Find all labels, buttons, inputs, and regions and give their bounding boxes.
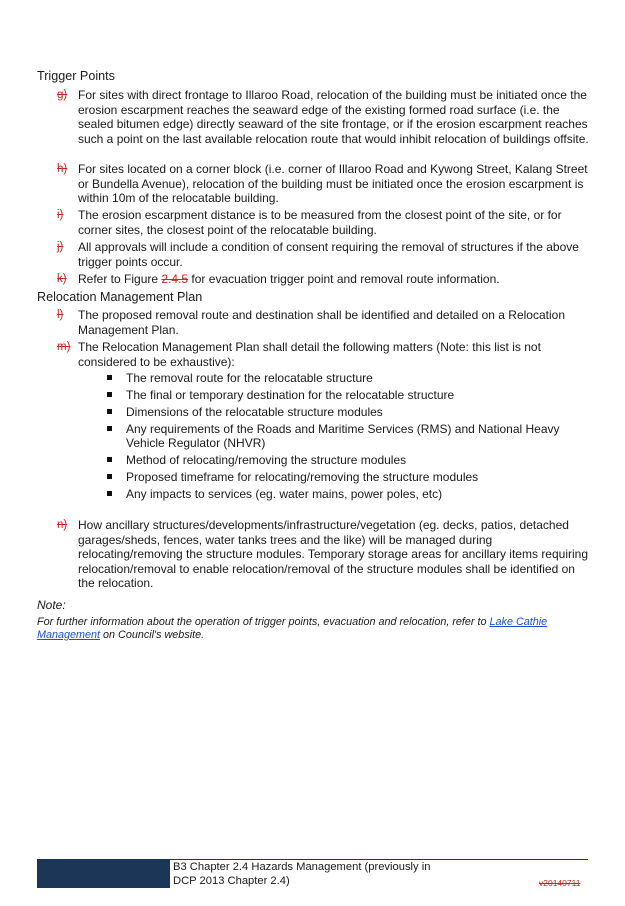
bullet-text: Any requirements of the Roads and Maritime Services (RMS) and National Heavy Vehicle Regulator (NHVR) xyxy=(126,421,560,451)
bullet-item xyxy=(106,470,576,485)
bullet-item xyxy=(106,422,576,451)
footer-color-block xyxy=(37,859,170,888)
figure-word: Figure xyxy=(124,272,162,286)
list-item-l xyxy=(57,308,593,337)
bullet-square-icon xyxy=(107,491,112,496)
figure-number: 2.4.5 xyxy=(161,272,189,286)
item-text: The proposed removal route and destination shall be identified and detailed on a Relocation Management Plan. xyxy=(78,308,565,337)
footer-version: v20140711 xyxy=(539,878,581,888)
item-text: The erosion escarpment distance is to be measured from the closest point of the site, or for corner sites, the closest point of the relocatable building. xyxy=(78,208,562,237)
item-marker: k) xyxy=(57,273,67,285)
item-marker: l) xyxy=(57,309,64,321)
bullet-text: Dimensions of the relocatable structure modules xyxy=(126,404,383,419)
note-text-after: on Council's website. xyxy=(100,629,205,641)
item-text xyxy=(78,272,593,287)
item-marker: j) xyxy=(57,241,64,253)
list-item-k xyxy=(57,272,593,287)
item-marker: n) xyxy=(57,519,68,531)
footer-line-2: DCP 2013 Chapter 2.4) xyxy=(173,875,290,887)
bullet-item xyxy=(106,453,576,468)
bullet-square-icon xyxy=(107,409,112,414)
trigger-points-heading: Trigger Points xyxy=(37,69,115,83)
list-item-m xyxy=(57,340,593,369)
list-item-i xyxy=(57,208,593,237)
figure-reference[interactable] xyxy=(124,272,188,286)
item-marker: i) xyxy=(57,209,64,221)
bullet-item xyxy=(106,388,576,403)
lake-cathie-management-link[interactable]: Lake Cathie Management xyxy=(37,616,548,641)
bullet-text: The final or temporary destination for the relocatable structure xyxy=(126,387,455,402)
bullet-square-icon xyxy=(107,392,112,397)
list-item-g xyxy=(57,88,593,146)
bullet-square-icon xyxy=(107,457,112,462)
bullet-text: The removal route for the relocatable structure xyxy=(126,371,373,385)
item-text: All approvals will include a condition of consent requiring the removal of structures if the above trigger points occur. xyxy=(78,240,579,269)
item-marker: h) xyxy=(57,163,68,175)
relocation-matters-list xyxy=(106,371,576,504)
item-text: How ancillary structures/developments/infrastructure/vegetation (eg. decks, patios, detached garages/sheds, fences, water tanks trees and the like) will be managed during relocating/removing the structure modules. Temporary storage areas for ancillary items requiring relocation/removal to enable relocation/removal of the structure modules shall be identified on the relocation. xyxy=(78,518,589,591)
bullet-square-icon xyxy=(107,474,112,479)
bullet-text: Proposed timeframe for relocating/removing the structure modules xyxy=(126,470,479,485)
item-marker: g) xyxy=(57,89,68,101)
note-body xyxy=(37,616,597,642)
relocation-plan-heading: Relocation Management Plan xyxy=(37,290,203,304)
note-title: Note: xyxy=(37,598,66,612)
text-before-figure: Refer to xyxy=(78,272,125,286)
bullet-item xyxy=(106,371,576,386)
bullet-item xyxy=(106,487,576,502)
bullet-square-icon xyxy=(107,426,112,431)
footer-chapter-title xyxy=(173,860,473,888)
list-item-j xyxy=(57,240,593,269)
list-item-h xyxy=(57,162,593,206)
bullet-item xyxy=(106,405,576,420)
bullet-square-icon xyxy=(107,375,112,380)
item-text: For sites located on a corner block (i.e. corner of Illaroo Road and Kywong Street, Kalang Street or Bundella Avenue), relocation of the building must be initiated once the erosion escarpment is within 10m of the relocatable building. xyxy=(78,162,588,206)
text-after-figure: for evacuation trigger point and removal route information. xyxy=(188,272,500,286)
item-marker: m) xyxy=(57,341,71,353)
item-text: The Relocation Management Plan shall detail the following matters (Note: this list is not considered to be exhaustive): xyxy=(78,340,541,369)
bullet-text: Any impacts to services (eg. water mains, power poles, etc) xyxy=(126,486,443,501)
note-text-before: For further information about the operation of trigger points, evacuation and relocation, refer to xyxy=(37,616,490,628)
bullet-text: Method of relocating/removing the structure modules xyxy=(126,453,407,468)
item-text: For sites with direct frontage to Illaroo Road, relocation of the building must be initiated once the erosion escarpment reaches the seaward edge of the existing formed road surface (i.e. the sealed bitumen edge) directly seaward of the site frontage, or if the erosion escarpment reaches such a point on the last available relocation route that would inhibit relocation of buildings offsite. xyxy=(78,88,589,146)
list-item-n xyxy=(57,518,593,591)
footer-line-1: B3 Chapter 2.4 Hazards Management (previously in xyxy=(173,861,431,873)
